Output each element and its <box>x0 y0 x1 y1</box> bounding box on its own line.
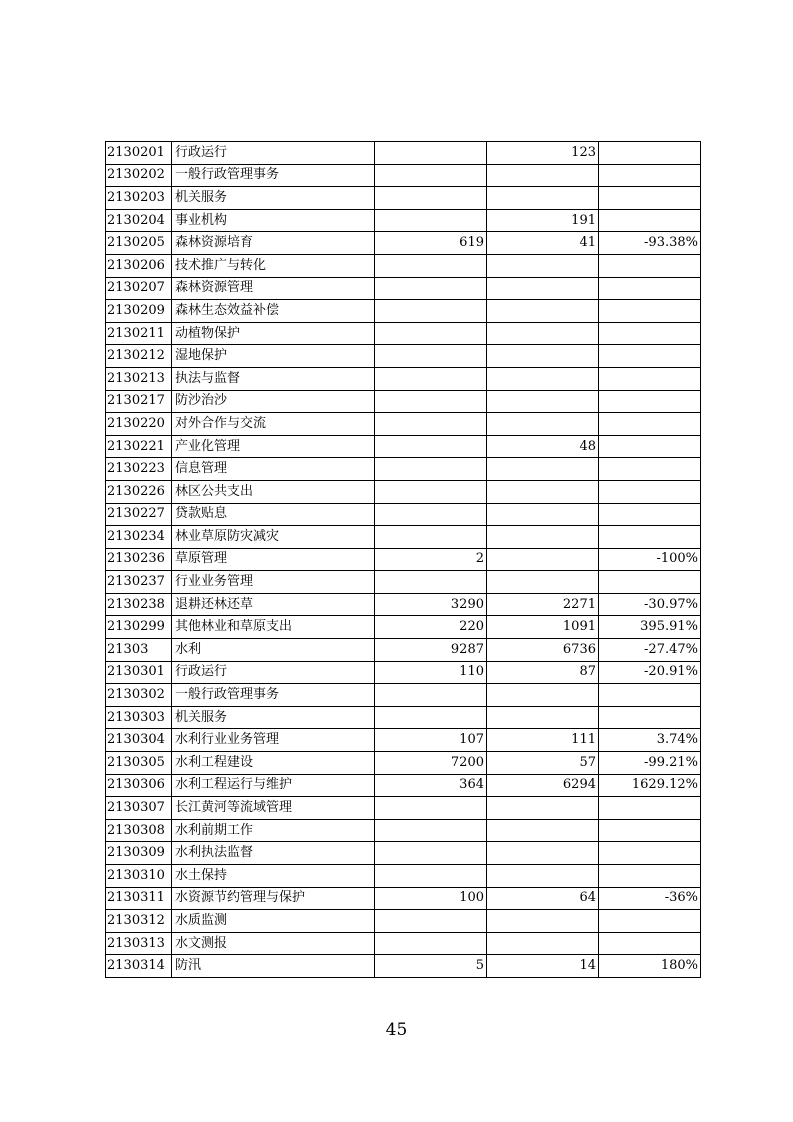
row-value-2-cell: 123 <box>487 142 599 165</box>
table-row <box>106 593 701 616</box>
row-name-cell: 防沙治沙 <box>172 390 375 413</box>
row-code-cell: 2130202 <box>106 164 172 187</box>
row-change-cell <box>599 142 701 165</box>
row-name-cell: 防汛 <box>172 955 375 978</box>
row-code-cell: 2130206 <box>106 254 172 277</box>
row-value-1-cell <box>375 300 487 323</box>
row-change-cell <box>599 819 701 842</box>
row-change-cell: -36% <box>599 887 701 910</box>
row-value-2-cell <box>487 480 599 503</box>
row-code-cell: 2130221 <box>106 435 172 458</box>
row-value-1-cell <box>375 819 487 842</box>
row-change-cell: 3.74% <box>599 729 701 752</box>
row-code-cell: 2130302 <box>106 684 172 707</box>
row-change-cell <box>599 503 701 526</box>
row-name-cell: 水土保持 <box>172 865 375 888</box>
row-value-2-cell <box>487 345 599 368</box>
row-value-1-cell <box>375 797 487 820</box>
table-row <box>106 819 701 842</box>
row-value-2-cell: 2271 <box>487 593 599 616</box>
table-row <box>106 752 701 775</box>
row-code-cell: 2130310 <box>106 865 172 888</box>
row-code-cell: 2130234 <box>106 526 172 549</box>
row-code-cell: 2130226 <box>106 480 172 503</box>
row-value-1-cell <box>375 164 487 187</box>
row-value-2-cell: 41 <box>487 232 599 255</box>
table-row <box>106 367 701 390</box>
budget-table-body <box>106 142 701 978</box>
row-change-cell <box>599 706 701 729</box>
table-row <box>106 571 701 594</box>
row-value-1-cell: 3290 <box>375 593 487 616</box>
row-change-cell <box>599 480 701 503</box>
row-value-2-cell <box>487 277 599 300</box>
budget-table <box>105 141 701 978</box>
row-value-2-cell <box>487 413 599 436</box>
row-change-cell: 180% <box>599 955 701 978</box>
table-row <box>106 142 701 165</box>
row-value-2-cell <box>487 503 599 526</box>
row-code-cell: 2130223 <box>106 458 172 481</box>
row-name-cell: 水利前期工作 <box>172 819 375 842</box>
table-row <box>106 300 701 323</box>
row-value-2-cell: 48 <box>487 435 599 458</box>
row-code-cell: 2130311 <box>106 887 172 910</box>
row-change-cell: -30.97% <box>599 593 701 616</box>
row-value-2-cell <box>487 322 599 345</box>
row-name-cell: 水利工程建设 <box>172 752 375 775</box>
row-name-cell: 森林资源培育 <box>172 232 375 255</box>
row-name-cell: 机关服务 <box>172 187 375 210</box>
row-value-1-cell: 619 <box>375 232 487 255</box>
table-row <box>106 684 701 707</box>
row-value-1-cell <box>375 187 487 210</box>
row-code-cell: 2130313 <box>106 932 172 955</box>
row-value-1-cell <box>375 413 487 436</box>
row-value-1-cell <box>375 706 487 729</box>
row-value-2-cell <box>487 300 599 323</box>
row-name-cell: 产业化管理 <box>172 435 375 458</box>
table-row <box>106 526 701 549</box>
row-change-cell <box>599 932 701 955</box>
table-row <box>106 729 701 752</box>
row-value-1-cell <box>375 277 487 300</box>
table-row <box>106 322 701 345</box>
row-change-cell <box>599 164 701 187</box>
row-code-cell: 2130212 <box>106 345 172 368</box>
row-change-cell <box>599 910 701 933</box>
row-name-cell: 一般行政管理事务 <box>172 684 375 707</box>
table-row <box>106 661 701 684</box>
table-row <box>106 232 701 255</box>
row-name-cell: 森林生态效益补偿 <box>172 300 375 323</box>
row-code-cell: 2130205 <box>106 232 172 255</box>
table-row <box>106 254 701 277</box>
row-value-2-cell <box>487 932 599 955</box>
row-value-2-cell <box>487 910 599 933</box>
row-value-1-cell: 5 <box>375 955 487 978</box>
row-name-cell: 执法与监督 <box>172 367 375 390</box>
row-value-2-cell <box>487 526 599 549</box>
row-change-cell <box>599 797 701 820</box>
row-value-1-cell <box>375 435 487 458</box>
row-value-1-cell <box>375 209 487 232</box>
row-value-1-cell: 7200 <box>375 752 487 775</box>
row-value-2-cell <box>487 797 599 820</box>
row-name-cell: 水文测报 <box>172 932 375 955</box>
row-value-2-cell: 64 <box>487 887 599 910</box>
row-value-2-cell <box>487 684 599 707</box>
row-value-1-cell <box>375 480 487 503</box>
row-value-1-cell <box>375 390 487 413</box>
row-name-cell: 技术推广与转化 <box>172 254 375 277</box>
row-value-2-cell <box>487 458 599 481</box>
table-row <box>106 480 701 503</box>
row-value-1-cell <box>375 684 487 707</box>
row-value-2-cell <box>487 367 599 390</box>
row-value-2-cell: 191 <box>487 209 599 232</box>
row-name-cell: 机关服务 <box>172 706 375 729</box>
row-code-cell: 2130237 <box>106 571 172 594</box>
table-row <box>106 187 701 210</box>
row-change-cell: -93.38% <box>599 232 701 255</box>
row-change-cell <box>599 390 701 413</box>
row-name-cell: 草原管理 <box>172 548 375 571</box>
row-name-cell: 水利工程运行与维护 <box>172 774 375 797</box>
row-change-cell <box>599 277 701 300</box>
row-change-cell <box>599 684 701 707</box>
row-value-2-cell: 87 <box>487 661 599 684</box>
row-code-cell: 2130227 <box>106 503 172 526</box>
row-code-cell: 2130217 <box>106 390 172 413</box>
row-code-cell: 2130220 <box>106 413 172 436</box>
table-row <box>106 797 701 820</box>
row-value-1-cell: 364 <box>375 774 487 797</box>
row-name-cell: 动植物保护 <box>172 322 375 345</box>
row-code-cell: 2130207 <box>106 277 172 300</box>
row-value-1-cell: 107 <box>375 729 487 752</box>
row-value-2-cell <box>487 865 599 888</box>
table-row <box>106 887 701 910</box>
row-name-cell: 事业机构 <box>172 209 375 232</box>
row-value-1-cell <box>375 842 487 865</box>
row-value-2-cell <box>487 548 599 571</box>
row-change-cell <box>599 187 701 210</box>
row-code-cell: 2130307 <box>106 797 172 820</box>
row-change-cell <box>599 300 701 323</box>
row-value-1-cell <box>375 910 487 933</box>
row-name-cell: 林区公共支出 <box>172 480 375 503</box>
row-value-1-cell <box>375 458 487 481</box>
row-change-cell: -100% <box>599 548 701 571</box>
row-code-cell: 2130303 <box>106 706 172 729</box>
row-change-cell <box>599 345 701 368</box>
row-name-cell: 湿地保护 <box>172 345 375 368</box>
row-code-cell: 2130209 <box>106 300 172 323</box>
row-code-cell: 2130238 <box>106 593 172 616</box>
row-name-cell: 水质监测 <box>172 910 375 933</box>
table-row <box>106 616 701 639</box>
row-change-cell: 395.91% <box>599 616 701 639</box>
page-number: 45 <box>385 1020 408 1040</box>
row-code-cell: 2130213 <box>106 367 172 390</box>
row-value-1-cell <box>375 142 487 165</box>
row-value-1-cell: 2 <box>375 548 487 571</box>
row-value-1-cell: 220 <box>375 616 487 639</box>
row-code-cell: 2130236 <box>106 548 172 571</box>
row-name-cell: 森林资源管理 <box>172 277 375 300</box>
row-change-cell <box>599 367 701 390</box>
row-value-1-cell: 100 <box>375 887 487 910</box>
row-value-1-cell <box>375 367 487 390</box>
row-change-cell <box>599 413 701 436</box>
row-value-2-cell <box>487 187 599 210</box>
row-change-cell: -27.47% <box>599 639 701 662</box>
row-code-cell: 21303 <box>106 639 172 662</box>
table-row <box>106 277 701 300</box>
row-value-2-cell <box>487 571 599 594</box>
row-change-cell: 1629.12% <box>599 774 701 797</box>
row-value-1-cell <box>375 322 487 345</box>
table-row <box>106 865 701 888</box>
row-name-cell: 信息管理 <box>172 458 375 481</box>
row-value-2-cell <box>487 164 599 187</box>
row-name-cell: 贷款贴息 <box>172 503 375 526</box>
row-value-1-cell <box>375 865 487 888</box>
row-value-1-cell <box>375 932 487 955</box>
row-code-cell: 2130211 <box>106 322 172 345</box>
table-row <box>106 548 701 571</box>
row-name-cell: 一般行政管理事务 <box>172 164 375 187</box>
row-change-cell <box>599 571 701 594</box>
row-value-1-cell <box>375 526 487 549</box>
row-change-cell <box>599 254 701 277</box>
table-row <box>106 345 701 368</box>
table-row <box>106 774 701 797</box>
row-code-cell: 2130312 <box>106 910 172 933</box>
row-value-2-cell <box>487 842 599 865</box>
row-change-cell: -20.91% <box>599 661 701 684</box>
row-name-cell: 林业草原防灾减灾 <box>172 526 375 549</box>
row-code-cell: 2130301 <box>106 661 172 684</box>
row-code-cell: 2130309 <box>106 842 172 865</box>
table-row <box>106 435 701 458</box>
row-code-cell: 2130204 <box>106 209 172 232</box>
table-row <box>106 842 701 865</box>
row-change-cell <box>599 435 701 458</box>
table-row <box>106 458 701 481</box>
row-code-cell: 2130305 <box>106 752 172 775</box>
row-value-2-cell: 6294 <box>487 774 599 797</box>
row-name-cell: 水利 <box>172 639 375 662</box>
row-value-2-cell: 1091 <box>487 616 599 639</box>
row-value-2-cell: 111 <box>487 729 599 752</box>
table-row <box>106 209 701 232</box>
row-change-cell <box>599 458 701 481</box>
row-code-cell: 2130314 <box>106 955 172 978</box>
row-name-cell: 行业业务管理 <box>172 571 375 594</box>
row-name-cell: 行政运行 <box>172 661 375 684</box>
row-change-cell <box>599 322 701 345</box>
row-value-1-cell <box>375 254 487 277</box>
table-row <box>106 503 701 526</box>
row-code-cell: 2130306 <box>106 774 172 797</box>
row-value-1-cell: 110 <box>375 661 487 684</box>
row-value-2-cell <box>487 254 599 277</box>
row-value-1-cell <box>375 503 487 526</box>
table-row <box>106 390 701 413</box>
row-code-cell: 2130308 <box>106 819 172 842</box>
row-name-cell: 长江黄河等流域管理 <box>172 797 375 820</box>
row-value-1-cell <box>375 571 487 594</box>
row-change-cell <box>599 865 701 888</box>
row-value-1-cell <box>375 345 487 368</box>
row-name-cell: 行政运行 <box>172 142 375 165</box>
row-value-1-cell: 9287 <box>375 639 487 662</box>
row-code-cell: 2130201 <box>106 142 172 165</box>
table-row <box>106 639 701 662</box>
row-value-2-cell: 57 <box>487 752 599 775</box>
row-code-cell: 2130299 <box>106 616 172 639</box>
row-change-cell <box>599 209 701 232</box>
row-code-cell: 2130304 <box>106 729 172 752</box>
table-row <box>106 932 701 955</box>
row-change-cell: -99.21% <box>599 752 701 775</box>
row-change-cell <box>599 842 701 865</box>
table-row <box>106 413 701 436</box>
row-name-cell: 退耕还林还草 <box>172 593 375 616</box>
table-row <box>106 706 701 729</box>
row-change-cell <box>599 526 701 549</box>
row-name-cell: 对外合作与交流 <box>172 413 375 436</box>
table-row <box>106 164 701 187</box>
table-row <box>106 910 701 933</box>
row-name-cell: 水利执法监督 <box>172 842 375 865</box>
row-value-2-cell: 6736 <box>487 639 599 662</box>
row-value-2-cell: 14 <box>487 955 599 978</box>
row-code-cell: 2130203 <box>106 187 172 210</box>
row-value-2-cell <box>487 819 599 842</box>
row-value-2-cell <box>487 706 599 729</box>
row-name-cell: 水利行业业务管理 <box>172 729 375 752</box>
table-row <box>106 955 701 978</box>
row-name-cell: 其他林业和草原支出 <box>172 616 375 639</box>
row-value-2-cell <box>487 390 599 413</box>
row-name-cell: 水资源节约管理与保护 <box>172 887 375 910</box>
